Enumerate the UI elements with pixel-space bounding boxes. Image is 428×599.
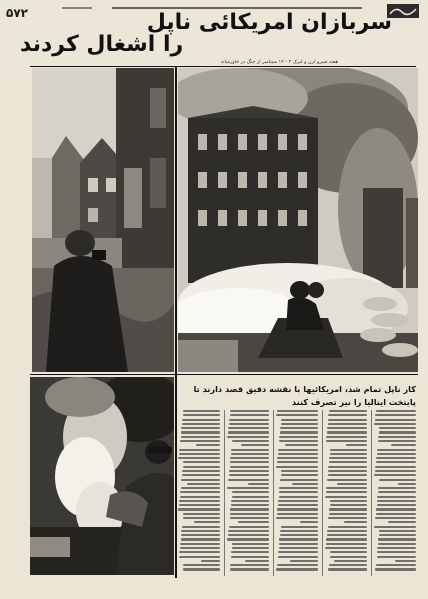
text-line [278, 504, 318, 506]
text-line [328, 517, 367, 519]
text-line [279, 543, 318, 545]
text-line [325, 547, 367, 549]
text-line [182, 526, 220, 528]
text-line [279, 491, 318, 493]
text-line [277, 461, 318, 463]
text-line [229, 474, 269, 476]
text-line [231, 556, 269, 558]
burning-building-photo [178, 68, 418, 372]
text-line [182, 470, 220, 472]
text-line [377, 500, 416, 502]
text-line [181, 479, 220, 481]
text-line [230, 410, 269, 412]
text-line [278, 453, 318, 455]
text-line [276, 568, 318, 570]
text-line [180, 440, 220, 442]
text-line [179, 449, 220, 451]
vertical-divider [175, 66, 177, 578]
top-rule [30, 66, 416, 67]
text-line [227, 436, 269, 438]
text-line [277, 508, 318, 510]
text-line [276, 466, 318, 468]
text-line [330, 449, 367, 451]
article-column-5 [374, 410, 416, 576]
text-line [326, 491, 367, 493]
text-line [377, 496, 416, 498]
text-line [180, 547, 220, 549]
text-line [329, 461, 367, 463]
text-line [201, 560, 220, 562]
text-line [374, 526, 416, 528]
text-line [230, 461, 269, 463]
text-line [230, 568, 269, 570]
article-body [178, 410, 418, 576]
smoke-and-soldier-photo [30, 377, 174, 575]
text-line [344, 521, 367, 523]
text-line [279, 440, 318, 442]
text-line [232, 496, 269, 498]
text-line [379, 427, 416, 429]
text-line [327, 534, 367, 536]
text-line [228, 427, 269, 429]
text-line [376, 410, 416, 412]
text-line [281, 470, 318, 472]
text-line [181, 534, 220, 536]
text-line [182, 419, 220, 421]
text-line [230, 466, 269, 468]
text-line [281, 526, 318, 528]
text-line [181, 538, 220, 540]
text-line [346, 444, 367, 446]
text-line [279, 487, 318, 489]
text-line [181, 436, 220, 438]
text-line [280, 479, 318, 481]
column-divider [273, 410, 274, 576]
text-line [328, 568, 367, 570]
text-line [280, 431, 318, 433]
text-line [245, 560, 269, 562]
text-line [379, 530, 416, 532]
text-line [279, 538, 318, 540]
text-line [277, 410, 318, 412]
text-line [328, 414, 367, 416]
text-line [229, 423, 269, 425]
text-line [300, 521, 318, 523]
text-line [378, 436, 416, 438]
text-line [238, 521, 269, 523]
text-line [232, 491, 269, 493]
text-line [377, 547, 416, 549]
text-line [376, 508, 416, 510]
text-line [228, 534, 269, 536]
text-line [179, 551, 220, 553]
text-line [328, 470, 367, 472]
headline-line-2: را اشغال کردند [20, 32, 184, 57]
text-line [230, 508, 269, 510]
page-number: ۵۷۲ [6, 6, 28, 20]
text-line [326, 487, 367, 489]
text-line [230, 457, 269, 459]
text-line [187, 483, 220, 485]
middle-rule [30, 374, 418, 375]
text-line [276, 517, 318, 519]
text-line [388, 521, 416, 523]
text-line [278, 449, 318, 451]
text-line [290, 560, 318, 562]
text-line [183, 414, 220, 416]
column-divider [322, 410, 323, 576]
text-line [379, 534, 416, 536]
text-line [329, 410, 367, 412]
text-line [328, 419, 367, 421]
text-line [326, 436, 367, 438]
text-line [228, 431, 269, 433]
text-line [375, 470, 416, 472]
text-line [232, 440, 269, 442]
text-line [375, 419, 416, 421]
text-line [231, 504, 269, 506]
text-line [276, 414, 318, 416]
text-line [327, 431, 367, 433]
text-line [180, 543, 220, 545]
text-line [377, 551, 416, 553]
article-column-1 [178, 410, 220, 576]
text-line [374, 474, 416, 476]
text-line [231, 551, 269, 553]
text-line [277, 564, 318, 566]
text-line [326, 543, 367, 545]
text-line [375, 568, 416, 570]
text-line [328, 423, 367, 425]
headline-line-1: سربازان امریکائی ناپل [146, 10, 392, 35]
text-line [181, 431, 220, 433]
text-line [227, 538, 269, 540]
text-line [328, 474, 367, 476]
text-line [330, 500, 367, 502]
text-line [281, 419, 318, 421]
text-line [229, 470, 269, 472]
text-line [280, 427, 318, 429]
text-line [285, 444, 318, 446]
text-line [377, 453, 416, 455]
headline-subline: هفته شیرو لرن و لبرک ۴ - ۱۲ سپتامبر از جنگ در خاورمیانه [220, 60, 338, 65]
text-line [377, 504, 416, 506]
text-line [183, 517, 220, 519]
text-line [183, 466, 220, 468]
text-line [230, 414, 269, 416]
text-line [376, 457, 416, 459]
text-line [231, 500, 269, 502]
article-column-4 [325, 410, 367, 576]
text-line [377, 449, 416, 451]
text-line [228, 530, 269, 532]
text-line [329, 513, 367, 515]
text-line [194, 521, 220, 523]
text-line [183, 410, 220, 412]
soldier-in-ruins-photo [32, 68, 174, 372]
text-line [379, 431, 416, 433]
text-line [378, 543, 416, 545]
text-line [337, 483, 367, 485]
text-line [374, 423, 416, 425]
text-line [378, 538, 416, 540]
text-line [230, 564, 269, 566]
text-line [277, 513, 318, 515]
text-line [378, 487, 416, 489]
text-line [181, 530, 220, 532]
article-column-2 [227, 410, 269, 576]
text-line [330, 504, 367, 506]
text-line [232, 547, 269, 549]
text-line [277, 457, 318, 459]
text-line [196, 444, 220, 446]
text-line [329, 564, 367, 566]
text-line [183, 564, 220, 566]
text-line [231, 449, 269, 451]
text-line [230, 513, 269, 515]
text-line [279, 436, 318, 438]
text-line [376, 564, 416, 566]
text-line [179, 504, 220, 506]
article-column-3 [276, 410, 318, 576]
article-title: کار ناپل تمام شد، امریکائیها با نقشه دقیق قصد دارند تا پایتخت ایتالیا را نیز تصرف کنند [193, 384, 416, 407]
text-line [241, 444, 269, 446]
text-line [329, 508, 367, 510]
text-line [179, 556, 220, 558]
text-line [248, 483, 269, 485]
text-line [232, 543, 269, 545]
text-line [328, 526, 367, 528]
text-line [328, 466, 367, 468]
text-line [292, 483, 318, 485]
column-divider [371, 410, 372, 576]
text-line [378, 440, 416, 442]
text-line [281, 474, 318, 476]
text-line [327, 479, 367, 481]
text-line [278, 500, 318, 502]
text-line [375, 466, 416, 468]
text-line [326, 538, 367, 540]
text-line [376, 461, 416, 463]
text-line [178, 457, 220, 459]
text-line [391, 444, 416, 446]
text-line [278, 556, 318, 558]
text-line [183, 568, 220, 570]
column-divider [224, 410, 225, 576]
text-line [326, 440, 367, 442]
text-line [379, 479, 416, 481]
text-line [279, 496, 318, 498]
text-line [280, 534, 318, 536]
text-line [375, 517, 416, 519]
text-line [179, 453, 220, 455]
text-line [182, 474, 220, 476]
text-line [281, 423, 318, 425]
text-line [229, 419, 269, 421]
text-line [398, 483, 416, 485]
text-line [181, 487, 220, 489]
text-line [330, 453, 367, 455]
text-line [228, 479, 269, 481]
text-line [227, 487, 269, 489]
text-line [376, 513, 416, 515]
text-line [180, 496, 220, 498]
text-line [330, 551, 367, 553]
text-line [325, 496, 367, 498]
text-line [395, 560, 416, 562]
text-line [375, 414, 416, 416]
text-line [229, 526, 269, 528]
text-line [183, 461, 220, 463]
text-line [278, 551, 318, 553]
text-line [280, 530, 318, 532]
text-line [181, 427, 220, 429]
text-line [178, 508, 220, 510]
text-line [231, 453, 269, 455]
text-line [179, 500, 220, 502]
text-line [378, 491, 416, 493]
text-line [180, 491, 220, 493]
text-line [182, 423, 220, 425]
text-line [327, 530, 367, 532]
text-line [230, 517, 269, 519]
text-line [330, 556, 367, 558]
text-line [183, 513, 220, 515]
text-line [329, 457, 367, 459]
text-line [334, 560, 367, 562]
text-line [377, 556, 416, 558]
text-line [327, 427, 367, 429]
text-line [279, 547, 318, 549]
